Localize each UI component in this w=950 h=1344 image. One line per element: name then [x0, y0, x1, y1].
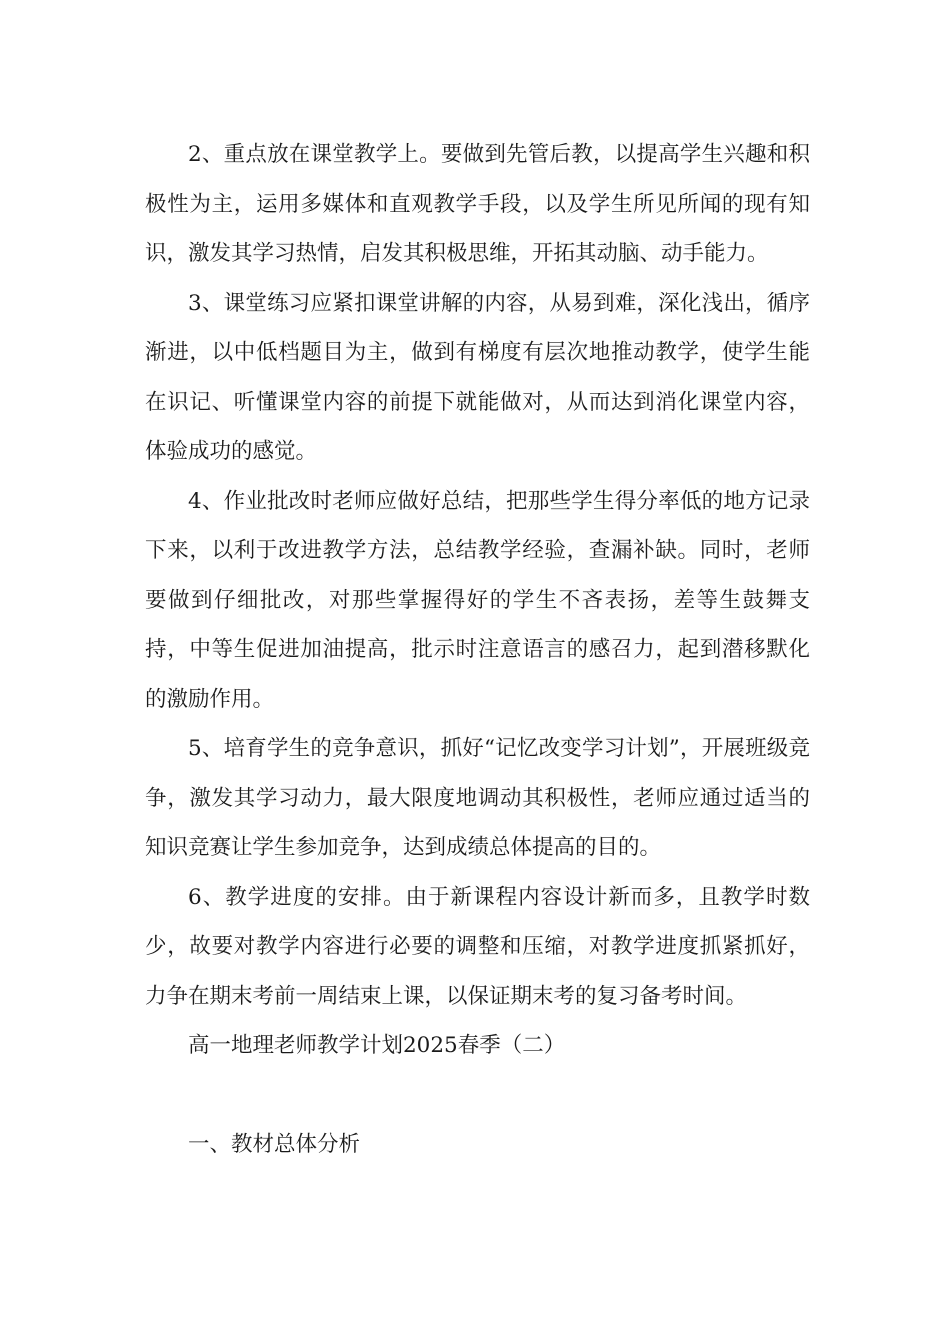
paragraph-2: 2、重点放在课堂教学上。要做到先管后教，以提高学生兴趣和积极性为主，运用多媒体和直观教学手段，以及学生所见所闻的现有知识，激发其学习热情，启发其积极思维，开拓其动脑、动手能力。: [145, 142, 810, 266]
paragraph-6: 6、教学进度的安排。由于新课程内容设计新而多，且教学时数少，故要对教学内容进行必要的调整和压缩，对教学进度抓紧抓好，力争在期末考前一周结束上课，以保证期末考的复习备考时间。: [145, 884, 810, 1009]
paragraph-3: 3、课堂练习应紧扣课堂讲解的内容，从易到难，深化浅出，循序渐进，以中低档题目为主，做到有梯度有层次地推动教学，使学生能在识记、听懂课堂内容的前提下就能做对，从而达到消化课堂内容，体验成功的感觉。: [145, 290, 810, 464]
paragraph-4: 4、作业批改时老师应做好总结，把那些学生得分率低的地方记录下来，以利于改进教学方法，总结教学经验，查漏补缺。同时，老师要做到仔细批改，对那些掌握得好的学生不吝表扬，差等生鼓舞支持，中等生促进加油提高，批示时注意语言的感召力，起到潜移默化的激励作用。: [145, 488, 810, 712]
section-title: 高一地理老师教学计划2025春季（二）: [188, 1033, 566, 1058]
document-body: [145, 130, 810, 1169]
subsection-title: 一、教材总体分析: [188, 1131, 361, 1157]
paragraph-5: 5、培育学生的竞争意识，抓好“记忆改变学习计划”，开展班级竞争，激发其学习动力，最大限度地调动其积极性，老师应通过适当的知识竞赛让学生参加竞争，达到成绩总体提高的目的。: [145, 736, 810, 860]
blank-line: [145, 1071, 810, 1120]
